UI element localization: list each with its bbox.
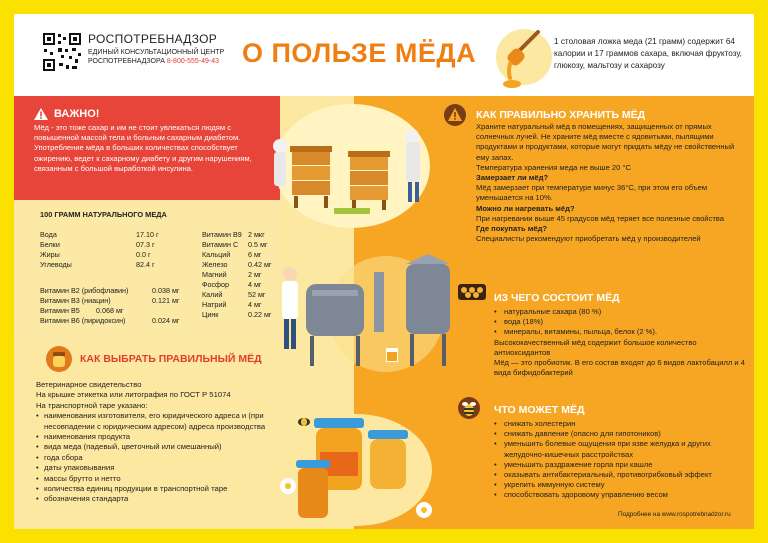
nutrient-name: Магний xyxy=(202,270,227,279)
benefit-item: • снижать давление (опасно для гипотоников) xyxy=(494,429,748,439)
hotline-phone[interactable]: 8-800-555-49-43 xyxy=(166,58,219,65)
org-subtitle-line2-text: РОСПОТРЕБНАДЗОРА xyxy=(88,58,165,65)
composition-item: • минералы, витамины, пыльца, белок (2 %). xyxy=(494,327,748,337)
composition-probiotic: Мёд — это пробиотик. В его состав входят до 6 видов лактобацилл и 4 вида бифидобактерий xyxy=(494,358,746,378)
benefit-item: • снижать холестерин xyxy=(494,419,748,429)
nutrition-row xyxy=(202,280,278,290)
nutrient-name: Белки xyxy=(40,240,60,249)
benefits-title: ЧТО МОЖЕТ МЁД xyxy=(494,404,585,416)
nutrient-name: Витамин В2 (рибофлавин) xyxy=(40,286,129,295)
nutrient-name: Витамин В3 (ниацин) xyxy=(40,296,111,305)
nutrient-value: 07.3 г xyxy=(136,240,155,249)
choose-item: • наименования изготовителя, его юридического адреса и (при несовпадении с юридическим адресом) адреса производства xyxy=(36,411,296,432)
nutrient-name: Фосфор xyxy=(202,280,229,289)
nutrient-value: 0.0 г xyxy=(136,250,151,259)
storage-temperature: Температура хранения меда не выше 20 °С xyxy=(476,162,631,172)
nutrient-value: 0.42 мг xyxy=(248,260,272,269)
org-subtitle xyxy=(88,48,224,66)
page-title: О ПОЛЬЗЕ МЁДА xyxy=(242,38,477,68)
nutrition-col1b xyxy=(40,286,200,326)
composition-antioxidants: Высококачественный мёд содержит большое количество антиоксидантов xyxy=(494,337,697,357)
nutrition-row xyxy=(40,240,180,250)
beekeepers-illustration xyxy=(272,96,432,236)
calorie-fact: 1 столовая ложка меда (21 грамм) содержит 64 калории и 17 граммов сахара, включая фруктозу, глюкозу, мальтозу и сахарозу xyxy=(554,37,742,70)
nutrient-name: Железо xyxy=(202,260,228,269)
nutrient-value: 0.024 мг xyxy=(152,316,180,325)
choose-title: КАК ВЫБРАТЬ ПРАВИЛЬНЫЙ МЁД xyxy=(80,353,262,365)
choose-item: • массы брутто и нетто xyxy=(36,474,296,484)
nutrient-value: 4 мг xyxy=(248,300,262,309)
choose-item: • обозначения стандарта xyxy=(36,494,296,504)
choose-line: Ветеринарное свидетельство xyxy=(36,380,142,389)
nutrient-name: Витамин С xyxy=(202,240,239,249)
composition-text xyxy=(494,307,748,378)
nutrition-row xyxy=(202,290,278,300)
nutrient-value: 82.4 г xyxy=(136,260,155,269)
storage-text xyxy=(476,122,746,244)
honey-dipper-icon xyxy=(494,24,554,94)
warning-text: Мёд - это тоже сахар и им не стоит увлекаться людям с повышенной массой тела и больным сахарным диабетом. Употребление мёда в больших количествах способствует ожирению, ведет к сахарному диабету и другим нарушениям, связанным с большой выработкой инсулина. xyxy=(34,123,252,173)
nutrient-value: 17.10 г xyxy=(136,230,159,239)
org-subtitle-line1: ЕДИНЫЙ КОНСУЛЬТАЦИОННЫЙ ЦЕНТР xyxy=(88,49,225,56)
nutrient-name: Вода xyxy=(40,230,57,239)
nutrition-row xyxy=(202,230,278,240)
choose-line: На крышке этикетка или литография по ГОСТ Р 51074 xyxy=(36,390,231,400)
benefit-item: • уменьшить болевые ощущения при язве желудка и других желудочно-кишечных расстройствах xyxy=(494,439,748,459)
honey-jar-icon xyxy=(46,346,72,372)
nutrition-row xyxy=(202,300,278,310)
choose-item: • наименования продукта xyxy=(36,432,296,442)
composition-title: ИЗ ЧЕГО СОСТОИТ МЁД xyxy=(494,292,620,304)
nutrition-row xyxy=(40,250,180,260)
nutrient-value: 6 мг xyxy=(248,250,262,259)
warning-triangle-icon xyxy=(34,108,48,120)
nutrient-value: 0.121 мг xyxy=(152,296,180,305)
nutrition-row xyxy=(40,306,200,316)
nutrition-title: 100 ГРАММ НАТУРАЛЬНОГО МЕДА xyxy=(40,210,167,219)
storage-answer: Специалисты рекомендуют приобретать мёд у производителей xyxy=(476,234,701,244)
storage-question: Где покупать мёд? xyxy=(476,224,548,234)
nutrient-name: Калий xyxy=(202,290,223,299)
nutrition-row xyxy=(202,240,278,250)
storage-answer: При нагревании выше 45 градусов мёд теряет все полезные свойства xyxy=(476,213,724,223)
footer-link[interactable]: Подробнее на www.rospotrebnadzor.ru xyxy=(618,511,731,518)
composition-item: • вода (18%) xyxy=(494,317,748,327)
nutrient-name: Витамин В6 (пиридоксин) xyxy=(40,316,126,325)
nutrient-value: 0.068 мг xyxy=(96,306,124,315)
nutrient-value: 2 мг xyxy=(248,270,262,279)
choose-item: • вида меда (падевый, цветочный или смешанный) xyxy=(36,442,296,452)
nutrition-col2 xyxy=(202,230,278,320)
nutrient-name: Кальций xyxy=(202,250,231,259)
nutrition-row xyxy=(202,310,278,320)
nutrition-row xyxy=(40,230,180,240)
choose-text xyxy=(36,380,296,505)
warning-title: ВАЖНО! xyxy=(54,108,100,120)
choose-item: • года сбора xyxy=(36,453,296,463)
nutrient-name: Углеводы xyxy=(40,260,72,269)
choose-line: На транспортной таре указано: xyxy=(36,400,148,410)
storage-answer: Мёд замерзает при температуре минус 36°С, при этом его объем уменьшается на 10%. xyxy=(476,183,708,203)
nutrition-row xyxy=(202,270,278,280)
nutrient-name: Жиры xyxy=(40,250,60,259)
org-subtitle-line2 xyxy=(88,57,224,66)
honey-extractor-illustration xyxy=(276,254,476,374)
org-title: РОСПОТРЕБНАДЗОР xyxy=(88,32,218,46)
benefit-item: • уменьшить раздражение горла при кашле xyxy=(494,460,748,470)
nutrient-value: 0.5 мг xyxy=(248,240,268,249)
choose-item: • даты упаковывания xyxy=(36,463,296,473)
nutrient-name: Цинк xyxy=(202,310,219,319)
benefit-item: • способствовать здоровому управлению весом xyxy=(494,490,748,500)
nutrient-name: Витамин В9 xyxy=(202,230,242,239)
nutrition-row xyxy=(40,260,180,270)
nutrient-value: 0.038 мг xyxy=(152,286,180,295)
storage-question: Можно ли нагревать мёд? xyxy=(476,203,575,213)
honeycomb-icon xyxy=(458,280,486,302)
nutrition-row xyxy=(202,260,278,270)
nutrient-name: Витамин В5 xyxy=(40,306,80,315)
nutrition-row xyxy=(40,296,200,306)
nutrition-row xyxy=(40,316,200,326)
storage-warning-icon xyxy=(444,104,466,126)
storage-paragraph: Храните натуральный мёд в помещениях, защищенных от прямых солнечных лучей. Не храните мёд вместе с ядовитыми, пылящими продуктами и продуктами, которые могут придать мёду не свойственный ему запах. xyxy=(476,122,735,162)
nutrient-value: 4 мг xyxy=(248,280,262,289)
storage-question: Замерзает ли мёд? xyxy=(476,173,549,183)
choose-item: • количества единиц продукции в транспортной таре xyxy=(36,484,296,494)
nutrient-value: 0.22 мг xyxy=(248,310,272,319)
nutrient-value: 52 мг xyxy=(248,290,266,299)
qr-code-icon xyxy=(42,32,82,72)
header xyxy=(14,14,754,96)
benefit-item: • укрепить иммунную систему xyxy=(494,480,748,490)
benefits-list xyxy=(494,419,748,501)
benefit-item: • оказывать антибактериальный, противогрибковый эффект xyxy=(494,470,748,480)
nutrient-value: 2 мкг xyxy=(248,230,265,239)
storage-title: КАК ПРАВИЛЬНО ХРАНИТЬ МЁД xyxy=(476,109,646,121)
composition-item: • натуральные сахара (80 %) xyxy=(494,307,748,317)
nutrition-col1 xyxy=(40,230,180,270)
nutrition-row xyxy=(40,286,200,296)
honey-jars-illustration xyxy=(276,400,436,528)
bee-icon xyxy=(458,397,480,419)
nutrient-name: Натрий xyxy=(202,300,227,309)
nutrition-row xyxy=(202,250,278,260)
infographic-sheet xyxy=(14,14,754,529)
